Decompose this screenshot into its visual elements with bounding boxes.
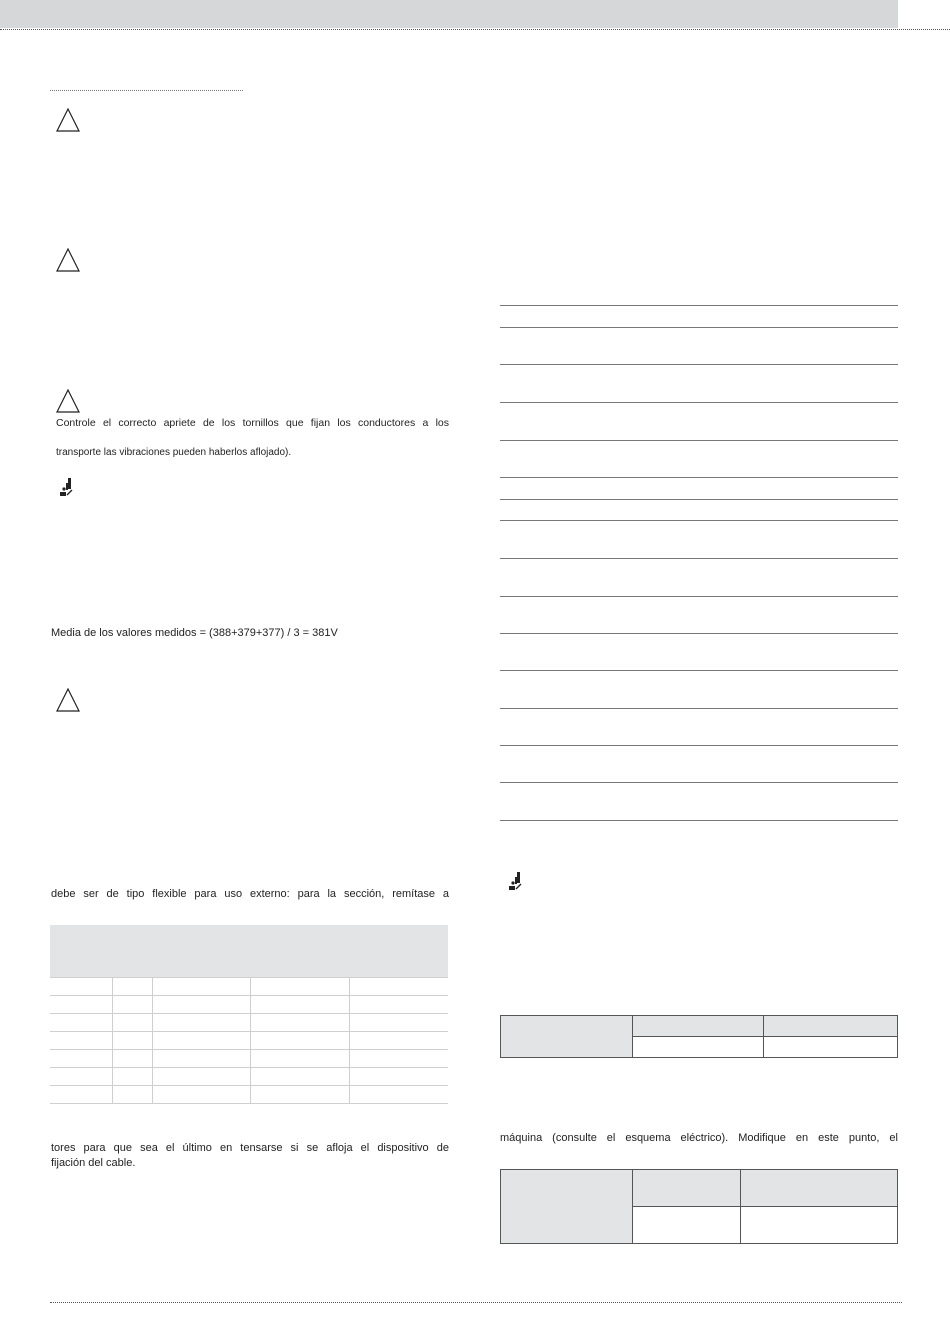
section-divider bbox=[50, 90, 243, 91]
rule-line bbox=[500, 477, 898, 478]
table-row bbox=[50, 1014, 448, 1032]
rule-line bbox=[500, 364, 898, 365]
paragraph-cable-tension-line1: tores para que sea el último en tensarse si se afloja el dispositivo de bbox=[51, 1142, 449, 1154]
header-bar bbox=[0, 0, 898, 28]
paragraph-cable-tension-line2: fijación del cable. bbox=[51, 1157, 136, 1169]
paragraph-cable-type: debe ser de tipo flexible para uso externo: para la sección, remítase a bbox=[51, 888, 449, 900]
hand-pointer-icon bbox=[58, 477, 76, 497]
rule-line bbox=[500, 596, 898, 597]
table-row bbox=[50, 1050, 448, 1068]
header-divider bbox=[0, 29, 950, 30]
configuration-table bbox=[500, 1169, 898, 1244]
rule-line bbox=[500, 745, 898, 746]
warning-triangle-icon bbox=[56, 688, 80, 712]
rule-line bbox=[500, 440, 898, 441]
rule-line bbox=[500, 670, 898, 671]
table-row bbox=[50, 978, 448, 996]
table-row bbox=[50, 1086, 448, 1104]
table-header-row bbox=[50, 925, 448, 978]
rule-line bbox=[500, 820, 898, 821]
rule-line bbox=[500, 782, 898, 783]
rule-line bbox=[500, 327, 898, 328]
rule-line bbox=[500, 633, 898, 634]
formula-average-voltage: Media de los valores medidos = (388+379+377) / 3 = 381V bbox=[51, 627, 338, 639]
footer-divider bbox=[50, 1302, 902, 1303]
table-row bbox=[50, 996, 448, 1014]
rule-line bbox=[500, 402, 898, 403]
warning-triangle-icon bbox=[56, 389, 80, 413]
rule-line bbox=[500, 558, 898, 559]
table-row bbox=[50, 1068, 448, 1086]
hand-pointer-icon bbox=[507, 871, 525, 891]
paragraph-vibrations: transporte las vibraciones pueden haberlos aflojado). bbox=[56, 447, 292, 458]
warning-triangle-icon bbox=[56, 248, 80, 272]
settings-table bbox=[500, 1015, 898, 1058]
paragraph-machine-schema: máquina (consulte el esquema eléctrico). Modifique en este punto, el bbox=[500, 1132, 898, 1144]
table-row bbox=[501, 1016, 898, 1037]
paragraph-tightening-check: Controle el correcto apriete de los tornillos que fijan los conductores a los bbox=[56, 417, 449, 429]
rule-line bbox=[500, 708, 898, 709]
warning-triangle-icon bbox=[56, 108, 80, 132]
rule-line bbox=[500, 499, 898, 500]
rule-line bbox=[500, 305, 898, 306]
cable-section-table bbox=[50, 925, 448, 1104]
table-row bbox=[501, 1170, 898, 1207]
table-row bbox=[50, 1032, 448, 1050]
rule-line bbox=[500, 520, 898, 521]
